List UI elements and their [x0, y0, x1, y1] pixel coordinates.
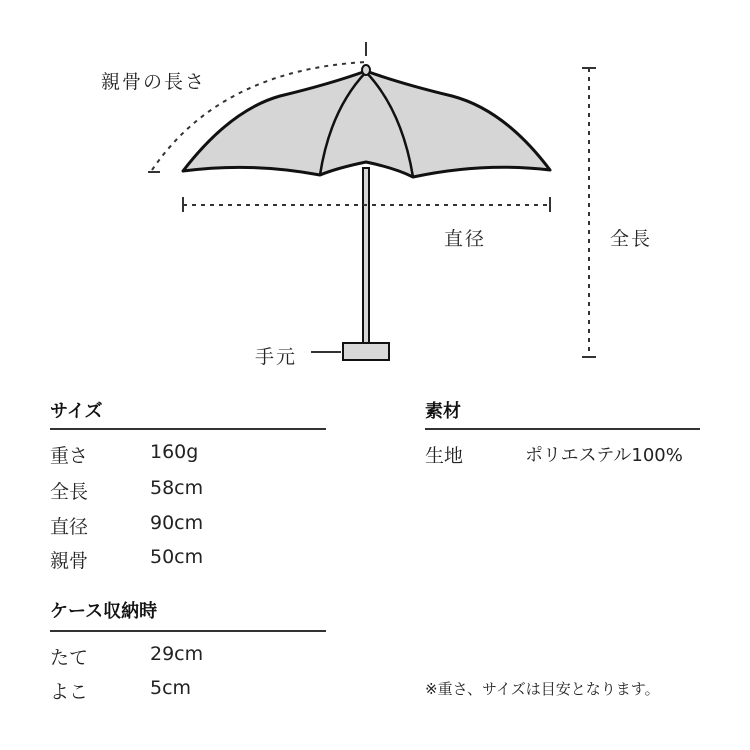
material-row-label: 生地 [425, 445, 464, 467]
size-row-label: 全長 [50, 481, 89, 503]
rib-length-label: 親骨の長さ [101, 71, 207, 93]
case-row-label: たて [50, 647, 89, 669]
size-row-value: 58cm [150, 477, 204, 499]
case-section-divider [50, 630, 326, 632]
size-row-value: 90cm [150, 512, 204, 534]
diameter-label: 直径 [444, 228, 487, 250]
size-row-value: 160g [150, 441, 199, 463]
size-row-label: 重さ [50, 445, 89, 467]
footnote: ※重さ、サイズは目安となります。 [425, 680, 660, 698]
size-row-value: 50cm [150, 546, 204, 568]
material-section-title: 素材 [425, 401, 461, 422]
umbrella-shaft [363, 168, 369, 343]
material-section-divider [425, 428, 700, 430]
umbrella-canopy [183, 71, 550, 177]
case-row-value: 5cm [150, 677, 192, 699]
umbrella-handle [343, 343, 389, 360]
size-row-label: 直径 [50, 516, 89, 538]
case-row-label: よこ [50, 681, 89, 703]
total-length-label: 全長 [610, 228, 653, 250]
handle-label: 手元 [255, 346, 298, 368]
material-row-value: ポリエステル100% [525, 445, 683, 466]
size-section-divider [50, 428, 326, 430]
size-row-label: 親骨 [50, 550, 89, 572]
case-row-value: 29cm [150, 643, 204, 665]
size-section-title: サイズ [50, 401, 103, 422]
case-section-title: ケース収納時 [50, 601, 158, 622]
umbrella-tip [362, 65, 370, 75]
